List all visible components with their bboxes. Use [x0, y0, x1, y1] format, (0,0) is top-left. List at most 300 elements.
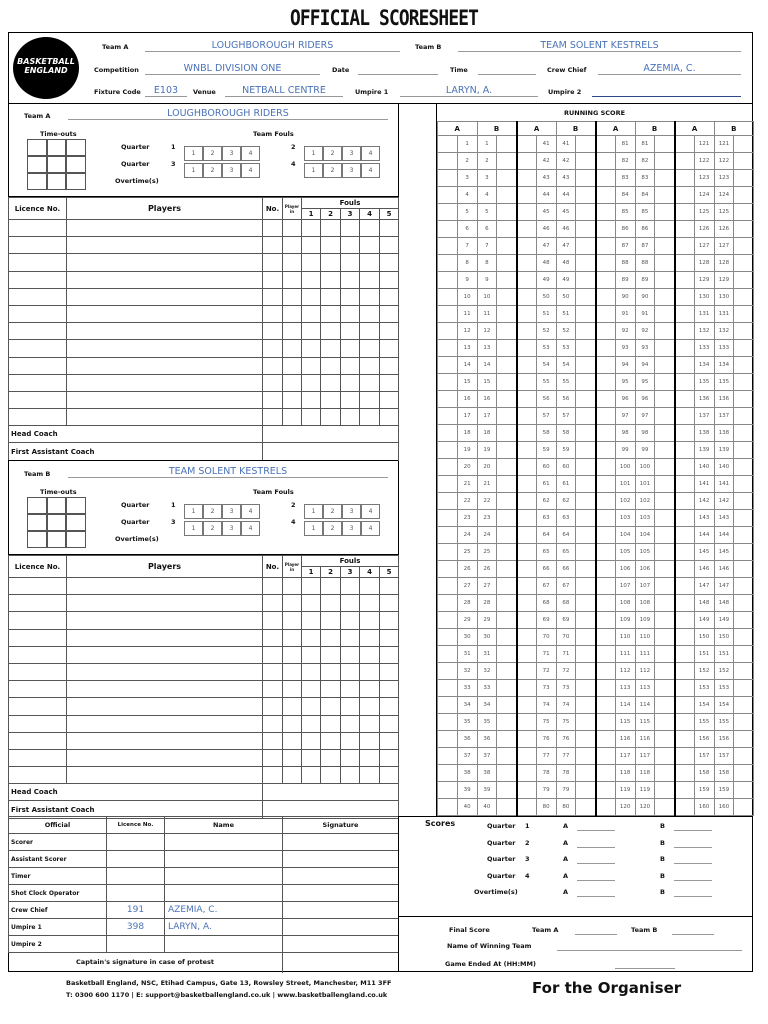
score-mark-b[interactable]: [576, 561, 596, 578]
score-mark-b[interactable]: [576, 408, 596, 425]
score-mark-b[interactable]: [576, 425, 596, 442]
team-foul-box[interactable]: 4: [361, 521, 380, 536]
score-mark-b[interactable]: [655, 153, 675, 170]
player-cell[interactable]: [302, 323, 321, 340]
player-cell[interactable]: [341, 237, 360, 254]
score-mark-b[interactable]: [655, 357, 675, 374]
player-cell[interactable]: [9, 767, 67, 784]
score-mark-b[interactable]: [497, 714, 517, 731]
official-licence[interactable]: 191: [107, 902, 165, 919]
score-mark-a[interactable]: [517, 561, 537, 578]
team-foul-box[interactable]: 2: [203, 504, 222, 519]
player-cell[interactable]: [9, 254, 67, 271]
score-mark-a[interactable]: [438, 493, 458, 510]
player-cell[interactable]: [360, 715, 380, 732]
score-mark-b[interactable]: [497, 289, 517, 306]
score-mark-a[interactable]: [596, 391, 616, 408]
score-mark-b[interactable]: [576, 476, 596, 493]
player-cell[interactable]: [67, 323, 263, 340]
score-mark-a[interactable]: [438, 357, 458, 374]
player-cell[interactable]: [283, 663, 302, 680]
player-cell[interactable]: [341, 732, 360, 749]
score-mark-a[interactable]: [675, 425, 695, 442]
player-cell[interactable]: [321, 305, 341, 322]
player-cell[interactable]: [321, 715, 341, 732]
timeout-box[interactable]: [66, 156, 86, 173]
official-name[interactable]: [165, 868, 283, 885]
player-cell[interactable]: [341, 612, 360, 629]
umpire2-field[interactable]: [592, 85, 741, 97]
player-cell[interactable]: [67, 288, 263, 305]
score-mark-a[interactable]: [596, 136, 616, 153]
score-mark-a[interactable]: [517, 697, 537, 714]
player-cell[interactable]: [380, 323, 399, 340]
score-mark-a[interactable]: [438, 272, 458, 289]
score-mark-b[interactable]: [734, 493, 754, 510]
score-mark-b[interactable]: [576, 374, 596, 391]
player-cell[interactable]: [283, 715, 302, 732]
player-cell[interactable]: [67, 646, 263, 663]
team-foul-box[interactable]: 3: [222, 163, 241, 178]
score-mark-a[interactable]: [517, 595, 537, 612]
player-cell[interactable]: [67, 749, 263, 766]
score-mark-a[interactable]: [596, 459, 616, 476]
player-cell[interactable]: [283, 681, 302, 698]
score-mark-b[interactable]: [576, 391, 596, 408]
score-mark-b[interactable]: [497, 578, 517, 595]
score-mark-b[interactable]: [497, 442, 517, 459]
score-mark-b[interactable]: [655, 646, 675, 663]
score-mark-b[interactable]: [576, 153, 596, 170]
score-mark-a[interactable]: [517, 459, 537, 476]
team-foul-box[interactable]: 3: [342, 521, 361, 536]
player-cell[interactable]: [67, 715, 263, 732]
score-mark-b[interactable]: [655, 765, 675, 782]
team-foul-box[interactable]: 2: [203, 163, 222, 178]
score-mark-a[interactable]: [596, 561, 616, 578]
score-mark-a[interactable]: [675, 697, 695, 714]
player-cell[interactable]: [283, 237, 302, 254]
score-mark-a[interactable]: [675, 782, 695, 799]
player-cell[interactable]: [302, 732, 321, 749]
team-foul-box[interactable]: 2: [203, 146, 222, 161]
player-cell[interactable]: [9, 237, 67, 254]
score-mark-a[interactable]: [675, 493, 695, 510]
score-a-field[interactable]: [577, 820, 615, 831]
score-mark-b[interactable]: [576, 187, 596, 204]
score-mark-a[interactable]: [675, 255, 695, 272]
score-mark-a[interactable]: [517, 187, 537, 204]
score-mark-b[interactable]: [734, 476, 754, 493]
score-mark-a[interactable]: [675, 204, 695, 221]
score-mark-a[interactable]: [596, 544, 616, 561]
player-cell[interactable]: [302, 340, 321, 357]
score-mark-b[interactable]: [497, 765, 517, 782]
score-mark-a[interactable]: [438, 697, 458, 714]
score-mark-a[interactable]: [596, 765, 616, 782]
score-mark-b[interactable]: [655, 289, 675, 306]
player-cell[interactable]: [341, 357, 360, 374]
player-cell[interactable]: [302, 681, 321, 698]
score-mark-b[interactable]: [497, 170, 517, 187]
player-cell[interactable]: [360, 237, 380, 254]
score-mark-b[interactable]: [576, 255, 596, 272]
player-cell[interactable]: [341, 681, 360, 698]
score-mark-a[interactable]: [438, 459, 458, 476]
player-cell[interactable]: [283, 749, 302, 766]
score-mark-a[interactable]: [675, 374, 695, 391]
score-mark-a[interactable]: [517, 238, 537, 255]
score-mark-b[interactable]: [497, 323, 517, 340]
score-mark-b[interactable]: [734, 561, 754, 578]
score-mark-b[interactable]: [576, 680, 596, 697]
score-mark-b[interactable]: [734, 782, 754, 799]
head-coach-cell[interactable]: [263, 426, 399, 443]
score-mark-a[interactable]: [517, 340, 537, 357]
timeout-box[interactable]: [47, 139, 67, 156]
score-mark-a[interactable]: [517, 374, 537, 391]
score-mark-a[interactable]: [675, 731, 695, 748]
fixture-code-field[interactable]: E103: [145, 85, 187, 97]
player-cell[interactable]: [302, 629, 321, 646]
score-mark-a[interactable]: [438, 255, 458, 272]
score-mark-b[interactable]: [734, 238, 754, 255]
player-cell[interactable]: [380, 595, 399, 612]
score-mark-a[interactable]: [675, 799, 695, 816]
player-cell[interactable]: [67, 271, 263, 288]
score-mark-a[interactable]: [438, 153, 458, 170]
score-mark-b[interactable]: [655, 238, 675, 255]
player-cell[interactable]: [380, 612, 399, 629]
score-mark-a[interactable]: [675, 459, 695, 476]
score-mark-b[interactable]: [655, 136, 675, 153]
score-mark-a[interactable]: [596, 306, 616, 323]
score-mark-b[interactable]: [576, 306, 596, 323]
score-mark-b[interactable]: [655, 408, 675, 425]
player-cell[interactable]: [380, 305, 399, 322]
player-cell[interactable]: [9, 663, 67, 680]
official-licence[interactable]: [107, 834, 165, 851]
player-cell[interactable]: [380, 271, 399, 288]
timeout-box[interactable]: [27, 497, 47, 514]
official-name[interactable]: [165, 936, 283, 953]
final-team-b-field[interactable]: [672, 923, 714, 935]
player-cell[interactable]: [67, 340, 263, 357]
score-mark-b[interactable]: [497, 663, 517, 680]
official-signature[interactable]: [283, 919, 399, 936]
score-mark-b[interactable]: [576, 272, 596, 289]
score-mark-a[interactable]: [438, 544, 458, 561]
player-cell[interactable]: [67, 629, 263, 646]
score-mark-b[interactable]: [576, 493, 596, 510]
player-cell[interactable]: [360, 646, 380, 663]
score-mark-b[interactable]: [497, 782, 517, 799]
player-cell[interactable]: [283, 646, 302, 663]
captain-signature-box[interactable]: [282, 953, 398, 973]
head-coach-cell[interactable]: [263, 784, 399, 801]
score-mark-a[interactable]: [675, 748, 695, 765]
team-name-field[interactable]: LOUGHBOROUGH RIDERS: [68, 108, 388, 120]
score-mark-a[interactable]: [517, 731, 537, 748]
score-mark-a[interactable]: [675, 646, 695, 663]
player-cell[interactable]: [341, 271, 360, 288]
player-cell[interactable]: [380, 374, 399, 391]
score-mark-b[interactable]: [576, 629, 596, 646]
score-mark-b[interactable]: [734, 629, 754, 646]
player-cell[interactable]: [321, 749, 341, 766]
score-b-field[interactable]: [674, 870, 712, 881]
score-mark-a[interactable]: [596, 272, 616, 289]
player-cell[interactable]: [321, 220, 341, 237]
score-mark-a[interactable]: [675, 238, 695, 255]
player-cell[interactable]: [302, 288, 321, 305]
player-cell[interactable]: [9, 357, 67, 374]
score-mark-a[interactable]: [438, 476, 458, 493]
score-mark-a[interactable]: [438, 187, 458, 204]
player-cell[interactable]: [263, 698, 283, 715]
timeout-box[interactable]: [66, 514, 86, 531]
timeout-box[interactable]: [27, 139, 47, 156]
player-cell[interactable]: [283, 305, 302, 322]
score-mark-b[interactable]: [497, 527, 517, 544]
player-cell[interactable]: [302, 254, 321, 271]
player-cell[interactable]: [302, 663, 321, 680]
score-mark-b[interactable]: [734, 544, 754, 561]
venue-field[interactable]: NETBALL CENTRE: [225, 85, 343, 97]
player-cell[interactable]: [283, 732, 302, 749]
score-mark-a[interactable]: [438, 374, 458, 391]
official-name[interactable]: [165, 885, 283, 902]
player-cell[interactable]: [67, 305, 263, 322]
score-mark-a[interactable]: [517, 527, 537, 544]
player-cell[interactable]: [283, 374, 302, 391]
score-mark-a[interactable]: [596, 221, 616, 238]
score-mark-b[interactable]: [655, 697, 675, 714]
score-mark-b[interactable]: [576, 612, 596, 629]
player-cell[interactable]: [302, 409, 321, 426]
player-cell[interactable]: [360, 409, 380, 426]
score-mark-b[interactable]: [734, 697, 754, 714]
score-mark-a[interactable]: [438, 136, 458, 153]
player-cell[interactable]: [67, 681, 263, 698]
player-cell[interactable]: [341, 767, 360, 784]
player-cell[interactable]: [67, 578, 263, 595]
score-mark-b[interactable]: [734, 527, 754, 544]
player-cell[interactable]: [283, 595, 302, 612]
score-mark-b[interactable]: [734, 748, 754, 765]
score-a-field[interactable]: [577, 837, 615, 848]
team-foul-box[interactable]: 3: [222, 521, 241, 536]
score-mark-a[interactable]: [596, 476, 616, 493]
score-mark-a[interactable]: [517, 170, 537, 187]
score-mark-b[interactable]: [576, 221, 596, 238]
player-cell[interactable]: [321, 646, 341, 663]
player-cell[interactable]: [263, 409, 283, 426]
score-mark-b[interactable]: [655, 748, 675, 765]
player-cell[interactable]: [341, 595, 360, 612]
score-mark-a[interactable]: [675, 578, 695, 595]
score-mark-a[interactable]: [438, 731, 458, 748]
player-cell[interactable]: [380, 409, 399, 426]
score-mark-a[interactable]: [438, 765, 458, 782]
player-cell[interactable]: [380, 715, 399, 732]
timeout-box[interactable]: [66, 173, 86, 190]
score-mark-b[interactable]: [734, 714, 754, 731]
first-assistant-cell[interactable]: [263, 443, 399, 460]
official-signature[interactable]: [283, 902, 399, 919]
score-mark-b[interactable]: [655, 476, 675, 493]
score-mark-b[interactable]: [576, 323, 596, 340]
score-mark-b[interactable]: [655, 255, 675, 272]
player-cell[interactable]: [263, 578, 283, 595]
score-mark-b[interactable]: [655, 731, 675, 748]
score-mark-b[interactable]: [497, 306, 517, 323]
score-mark-b[interactable]: [734, 153, 754, 170]
score-mark-a[interactable]: [675, 136, 695, 153]
player-cell[interactable]: [321, 698, 341, 715]
player-cell[interactable]: [263, 629, 283, 646]
player-cell[interactable]: [321, 629, 341, 646]
score-mark-a[interactable]: [517, 799, 537, 816]
player-cell[interactable]: [263, 220, 283, 237]
score-b-field[interactable]: [674, 853, 712, 864]
score-mark-b[interactable]: [734, 170, 754, 187]
player-cell[interactable]: [9, 715, 67, 732]
score-mark-a[interactable]: [517, 476, 537, 493]
score-mark-a[interactable]: [438, 595, 458, 612]
player-cell[interactable]: [341, 305, 360, 322]
player-cell[interactable]: [360, 220, 380, 237]
score-mark-b[interactable]: [497, 340, 517, 357]
player-cell[interactable]: [341, 220, 360, 237]
player-cell[interactable]: [341, 409, 360, 426]
time-field[interactable]: [478, 63, 536, 75]
player-cell[interactable]: [263, 323, 283, 340]
player-cell[interactable]: [9, 305, 67, 322]
score-mark-a[interactable]: [438, 323, 458, 340]
score-mark-a[interactable]: [675, 306, 695, 323]
timeout-box[interactable]: [27, 531, 47, 548]
score-mark-a[interactable]: [675, 391, 695, 408]
score-mark-b[interactable]: [734, 408, 754, 425]
score-mark-b[interactable]: [576, 646, 596, 663]
score-mark-b[interactable]: [576, 782, 596, 799]
score-mark-b[interactable]: [734, 391, 754, 408]
score-mark-a[interactable]: [517, 493, 537, 510]
score-mark-b[interactable]: [497, 204, 517, 221]
score-mark-b[interactable]: [655, 629, 675, 646]
player-cell[interactable]: [321, 323, 341, 340]
score-mark-a[interactable]: [596, 408, 616, 425]
score-mark-b[interactable]: [497, 646, 517, 663]
score-mark-a[interactable]: [517, 221, 537, 238]
score-mark-a[interactable]: [517, 255, 537, 272]
player-cell[interactable]: [302, 749, 321, 766]
player-cell[interactable]: [67, 357, 263, 374]
player-cell[interactable]: [321, 612, 341, 629]
player-cell[interactable]: [302, 305, 321, 322]
score-mark-a[interactable]: [596, 782, 616, 799]
player-cell[interactable]: [283, 629, 302, 646]
score-mark-a[interactable]: [438, 170, 458, 187]
score-mark-a[interactable]: [675, 663, 695, 680]
player-cell[interactable]: [341, 629, 360, 646]
score-mark-b[interactable]: [655, 272, 675, 289]
player-cell[interactable]: [321, 767, 341, 784]
score-mark-b[interactable]: [497, 799, 517, 816]
score-mark-b[interactable]: [734, 510, 754, 527]
score-mark-a[interactable]: [517, 136, 537, 153]
team-b-field[interactable]: TEAM SOLENT KESTRELS: [458, 40, 741, 52]
score-b-field[interactable]: [674, 886, 712, 897]
score-mark-a[interactable]: [438, 629, 458, 646]
player-cell[interactable]: [360, 578, 380, 595]
player-cell[interactable]: [283, 409, 302, 426]
score-mark-a[interactable]: [438, 680, 458, 697]
score-mark-a[interactable]: [438, 221, 458, 238]
team-foul-box[interactable]: 4: [241, 146, 260, 161]
crew-chief-field[interactable]: AZEMIA, C.: [598, 63, 741, 75]
player-cell[interactable]: [263, 374, 283, 391]
score-mark-b[interactable]: [576, 697, 596, 714]
score-mark-a[interactable]: [596, 731, 616, 748]
score-mark-b[interactable]: [655, 799, 675, 816]
score-mark-b[interactable]: [576, 663, 596, 680]
score-mark-a[interactable]: [438, 799, 458, 816]
score-a-field[interactable]: [577, 870, 615, 881]
player-cell[interactable]: [67, 732, 263, 749]
player-cell[interactable]: [302, 237, 321, 254]
player-cell[interactable]: [380, 391, 399, 408]
score-mark-a[interactable]: [517, 323, 537, 340]
score-mark-b[interactable]: [497, 187, 517, 204]
official-signature[interactable]: [283, 834, 399, 851]
player-cell[interactable]: [9, 629, 67, 646]
score-mark-b[interactable]: [576, 136, 596, 153]
score-b-field[interactable]: [674, 837, 712, 848]
score-mark-a[interactable]: [438, 238, 458, 255]
player-cell[interactable]: [9, 612, 67, 629]
player-cell[interactable]: [321, 409, 341, 426]
score-mark-b[interactable]: [734, 442, 754, 459]
player-cell[interactable]: [283, 271, 302, 288]
player-cell[interactable]: [9, 340, 67, 357]
score-mark-a[interactable]: [517, 714, 537, 731]
score-mark-b[interactable]: [576, 714, 596, 731]
team-foul-box[interactable]: 1: [304, 146, 323, 161]
player-cell[interactable]: [67, 254, 263, 271]
official-name[interactable]: [165, 851, 283, 868]
score-mark-b[interactable]: [734, 663, 754, 680]
score-mark-b[interactable]: [655, 340, 675, 357]
player-cell[interactable]: [321, 681, 341, 698]
player-cell[interactable]: [360, 323, 380, 340]
player-cell[interactable]: [263, 340, 283, 357]
score-mark-b[interactable]: [497, 255, 517, 272]
player-cell[interactable]: [283, 220, 302, 237]
score-mark-b[interactable]: [576, 170, 596, 187]
score-mark-a[interactable]: [675, 714, 695, 731]
team-foul-box[interactable]: 4: [241, 163, 260, 178]
player-cell[interactable]: [9, 578, 67, 595]
score-mark-a[interactable]: [596, 578, 616, 595]
player-cell[interactable]: [341, 254, 360, 271]
player-cell[interactable]: [341, 374, 360, 391]
score-mark-a[interactable]: [675, 680, 695, 697]
player-cell[interactable]: [283, 698, 302, 715]
umpire1-field[interactable]: LARYN, A.: [400, 85, 538, 97]
score-mark-a[interactable]: [675, 357, 695, 374]
